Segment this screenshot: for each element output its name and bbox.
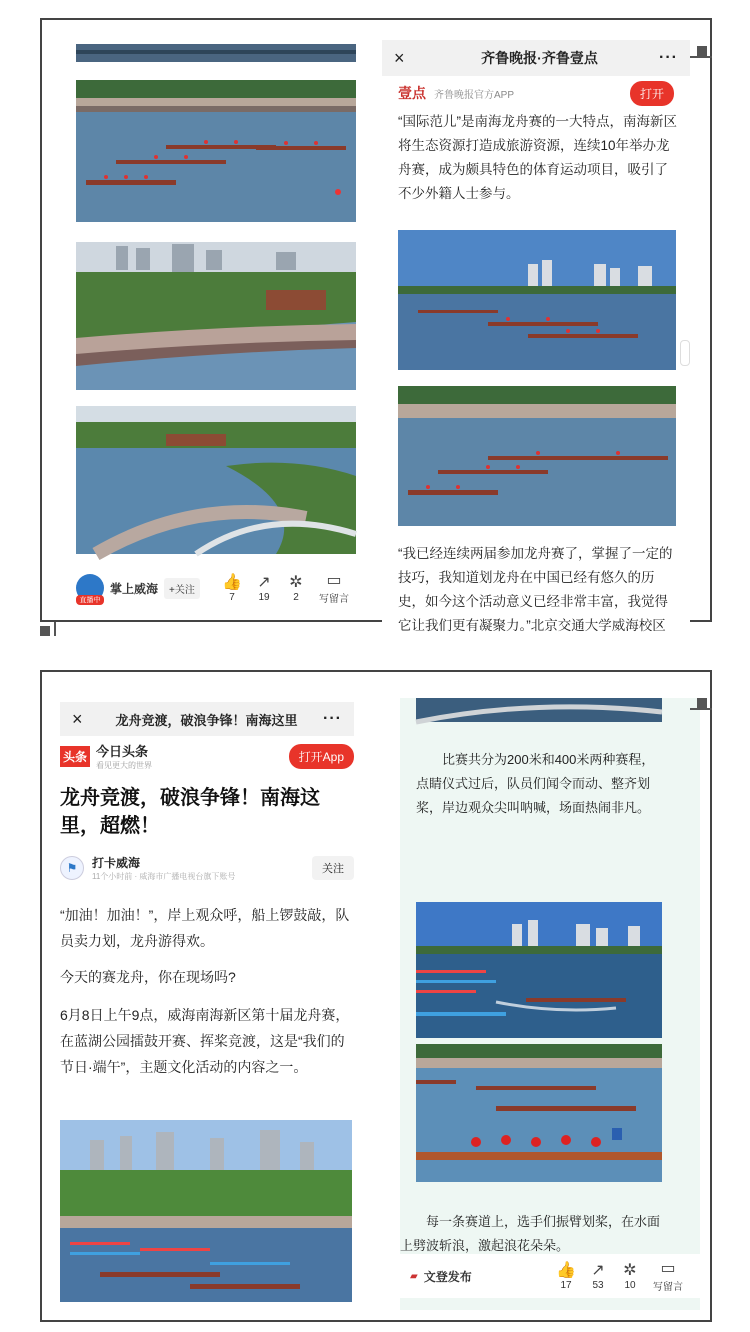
photo-dragon-boats-race bbox=[76, 80, 356, 222]
favorite-count: 10 bbox=[624, 1279, 636, 1291]
comment-plus-icon: ▭ bbox=[326, 571, 342, 589]
like-button[interactable] bbox=[550, 1262, 582, 1291]
close-icon[interactable]: × bbox=[394, 47, 405, 68]
right-article-column bbox=[382, 40, 690, 633]
avatar[interactable] bbox=[76, 574, 104, 602]
star-gear-icon: ✲ bbox=[623, 1261, 637, 1279]
author-name[interactable]: 掌上威海 bbox=[110, 581, 159, 596]
screenshot-panel-2 bbox=[40, 670, 712, 1322]
photo-paddlers-closeup bbox=[416, 1044, 662, 1182]
live-badge: 直播中 bbox=[76, 595, 104, 605]
like-count: 17 bbox=[560, 1279, 572, 1291]
favorite-count: 2 bbox=[293, 591, 299, 603]
comment-button[interactable] bbox=[312, 572, 356, 605]
photo-race-start bbox=[60, 1120, 352, 1302]
comment-label: 写留言 bbox=[653, 1281, 683, 1293]
thumbs-up-icon: 👍 bbox=[556, 1261, 576, 1279]
close-icon[interactable]: × bbox=[72, 708, 83, 729]
author-name[interactable]: 打卡威海 bbox=[92, 856, 141, 870]
share-button[interactable] bbox=[582, 1262, 614, 1291]
app-banner bbox=[382, 80, 690, 106]
toutiao-topbar bbox=[60, 702, 354, 736]
photo-boats-race-2 bbox=[398, 386, 676, 526]
thumbs-up-icon: 👍 bbox=[222, 573, 242, 591]
share-arrow-icon: ↗ bbox=[257, 573, 271, 591]
wendeng-logo-icon: ▰ bbox=[410, 1270, 418, 1282]
share-button[interactable] bbox=[248, 574, 280, 603]
photo-bridge-strip bbox=[416, 698, 662, 722]
article-paragraph-1: “加油！加油！”，岸上观众呼，船上锣鼓敲，队员卖力划，龙舟游得欢。 bbox=[60, 907, 350, 949]
share-count: 19 bbox=[258, 591, 270, 603]
open-app-button[interactable]: 打开App bbox=[289, 744, 354, 769]
photo-boats-splash bbox=[416, 902, 662, 1038]
toutiao-logo: 头条 bbox=[60, 746, 90, 767]
article-paragraph-1: “国际范儿”是南海龙舟赛的一大特点，南海新区将生态资源打造成旅游资源，连续10年举办龙舟赛，成为颇具特色的体育运动项目，吸引了不少外籍人士参与。 bbox=[398, 114, 677, 201]
toutiao-article-column bbox=[60, 702, 354, 1302]
like-count: 7 bbox=[229, 591, 235, 603]
corner-marker bbox=[697, 46, 707, 56]
photo-bridge-aerial bbox=[76, 406, 356, 554]
comment-label: 写留言 bbox=[319, 593, 349, 605]
corner-marker-line bbox=[690, 56, 712, 58]
avatar[interactable]: ⚑ bbox=[60, 856, 84, 880]
photo-boats-skyline bbox=[398, 230, 676, 370]
follow-button[interactable]: +关注 bbox=[164, 578, 200, 599]
share-arrow-icon: ↗ bbox=[591, 1261, 605, 1279]
open-app-button[interactable]: 打开 bbox=[630, 81, 674, 106]
screenshot-panel-1 bbox=[40, 18, 712, 633]
corner-marker-line bbox=[690, 708, 712, 710]
star-gear-icon: ✲ bbox=[289, 573, 303, 591]
brand-name: 今日头条 bbox=[96, 744, 149, 759]
comment-button[interactable] bbox=[646, 1260, 690, 1293]
right-footer-bar bbox=[400, 1254, 700, 1298]
author-name[interactable]: 文登发布 bbox=[423, 1269, 472, 1284]
brand-slogan: 看见更大的世界 bbox=[96, 761, 153, 770]
author-meta: 11个小时前 · 威海市广播电视台旗下账号 bbox=[92, 872, 236, 881]
corner-marker-line bbox=[54, 622, 56, 636]
corner-marker bbox=[697, 698, 707, 708]
favorite-button[interactable] bbox=[614, 1262, 646, 1291]
share-count: 53 bbox=[592, 1279, 604, 1291]
webview-topbar bbox=[382, 40, 690, 76]
wendeng-article-column bbox=[400, 698, 700, 1310]
article-headline: 龙舟竞渡，破浪争锋！南海这里，超燃！ bbox=[60, 787, 320, 837]
more-icon[interactable]: ··· bbox=[659, 49, 678, 66]
scroll-handle[interactable] bbox=[680, 340, 690, 366]
comment-plus-icon: ▭ bbox=[660, 1259, 676, 1277]
page-title: 齐鲁晚报·齐鲁壹点 bbox=[481, 50, 598, 66]
article-paragraph-2: 今天的赛龙舟，你在现场吗? bbox=[60, 969, 236, 985]
brand-desc: 齐鲁晚报官方APP bbox=[434, 89, 515, 101]
author-row bbox=[60, 852, 354, 884]
like-button[interactable] bbox=[216, 574, 248, 603]
bar-title: 龙舟竞渡，破浪争锋！南海这里 bbox=[115, 712, 298, 728]
article-paragraph-3: 6月8日上午9点，威海南海新区第十届龙舟赛，在蓝湖公园擂鼓开赛、挥桨竞渡，这是“我们的节日·端午”，主题文化活动的内容之一。 bbox=[60, 1007, 350, 1075]
article-paragraph-1: 比赛共分为200米和400米两种赛程，点睛仪式过后，队员们闻令而动、整齐划桨，岸边观众尖叫呐喊，场面热闹非凡。 bbox=[416, 752, 655, 815]
article-paragraph-2: 每一条赛道上，选手们振臂划桨，在水面上劈波斩浪，激起浪花朵朵。 bbox=[400, 1214, 661, 1253]
left-footer-bar bbox=[76, 568, 356, 608]
brand-logo: 壹点 bbox=[398, 85, 426, 101]
favorite-button[interactable] bbox=[280, 574, 312, 603]
follow-button[interactable]: 关注 bbox=[312, 856, 354, 880]
toutiao-banner bbox=[60, 740, 354, 772]
photo-boats-strip bbox=[76, 44, 356, 62]
corner-marker bbox=[40, 626, 50, 636]
photo-crowd-shore bbox=[76, 242, 356, 390]
article-paragraph-2: “我已经连续两届参加龙舟赛了，掌握了一定的技巧，我知道划龙舟在中国已经有悠久的历史，如今这个活动意义已经非常丰富，我觉得它让我们更有凝聚力。”北京交通大学威海校区 bbox=[398, 546, 673, 633]
more-icon[interactable]: ··· bbox=[323, 710, 342, 727]
left-article-column bbox=[76, 40, 356, 620]
